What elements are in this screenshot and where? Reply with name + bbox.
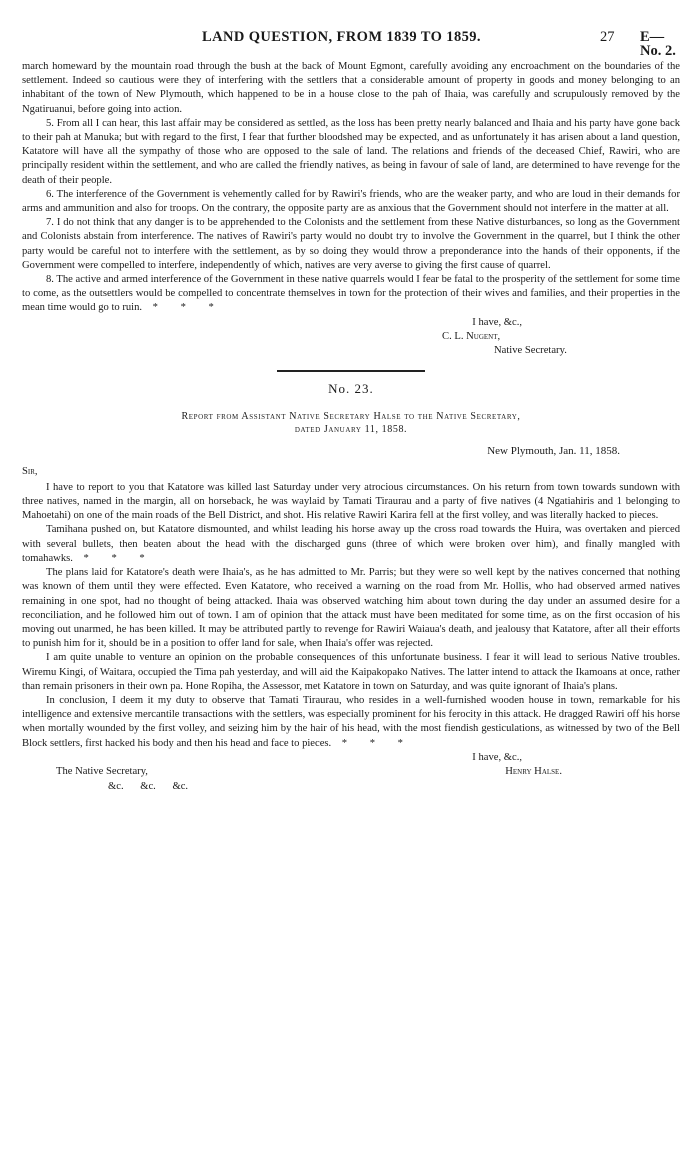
paragraph-continued: march homeward by the mountain road through the bush at the back of Mount Egmont, carefully avoiding any encroachment on the boundaries of the settlement. Indeed so cautious were they of interfering with the settlers that a considerable amount of property in goods and money belonging to an inhabitant of the town of New Plymouth, which happened to be in a house close to the pah of Ihaia, was carefully and scrupulously removed by the Ngatiruanui, before going into action.	[22, 61, 680, 115]
report-paragraph-2	[22, 523, 680, 566]
ellipsis-stars: * * *	[83, 552, 155, 564]
document-number: No. 23.	[328, 381, 374, 397]
report-paragraph-3: The plans laid for Katatore's death were Ihaia's, as he has admitted to Mr. Parris; but they were so well kept by the natives concerned that nothing was known of them until they were effected. Even Katatore, who received a warning on the road from Mr. Hollis, who had observed armed natives remaining in one spot, had no thought of being attacked. Ihaia was observed watching him about town during the day under an assumed desire for a reconciliation, and he followed him out of town. I am of opinion that the attack must have been meditated for some time, as on the first occasion of his moving out unarmed, he has been killed. It may be attributed partly to revenge for Rawiri Waiaua's death, and jealousy that Katatore, after all their efforts to punish him for it, should be in a position to offer land for sale, when Ihaia's offer was rejected.	[22, 567, 680, 650]
paragraph-6: 6. The interference of the Government is vehemently called for by Rawiri's friends, who are the weaker party, and who are loud in their demands for arms and ammunition and also for troops. On the contrary, the opposite party are as anxious that the Government should not interfere in the matter at all.	[22, 188, 680, 215]
report-end-block	[22, 765, 680, 807]
document-code: E—No. 2.	[640, 29, 676, 60]
ellipsis-stars: * * *	[152, 302, 224, 314]
salutation: Sir,	[22, 465, 38, 477]
running-title: LAND QUESTION, FROM 1839 TO 1859.	[202, 29, 481, 45]
report-paragraph-1: I have to report to you that Katatore was killed last Saturday under very atrocious circumstances. On his return from town towards sundown with three natives, named in the margin, all on horseback, he was waylaid by Tamati Tiraurau and a party of five natives (4 Ngatiahiris and 1 belonging to Mahoetahi) on one of the main roads of the Bell District, and shot. His relative Rawiri Karira fell at the first volley, and was literally hacked to pieces.	[22, 481, 680, 522]
page-header	[22, 30, 680, 60]
letter-nugent	[22, 60, 680, 358]
document-heading-line-2: dated January 11, 1858.	[294, 424, 408, 436]
signer-role: Native Secretary.	[494, 345, 567, 357]
ellipsis-stars: * * *	[341, 737, 413, 749]
report-paragraph-5-text: In conclusion, I deem it my duty to observe that Tamati Tiraurau, who resides in a well-furnished wooden house in town, remarkable for his intelligence and extensive mercantile transactions with the settlers, was especially prominent for his ferocity in this attack. He dragged Rawiri off his horse when mortally wounded by the first volley, and seizing him by the hair of his head, with the most fiendish gesticulations, as witnessed by two of the Bell Block settlers, first hacked his body and then his head and face to pieces.	[22, 694, 680, 749]
report-paragraph-5	[22, 694, 680, 751]
closing-line: I have, &c.,	[472, 316, 522, 328]
addressee-etc: &c. &c. &c.	[108, 780, 189, 792]
section-divider	[277, 370, 425, 372]
paragraph-5: 5. From all I can hear, this last affair may be considered as settled, as the loss has been pretty nearly balanced and Ihaia and his party have gone back to their pah at Manuka; but with regard to the first, I fear that further bloodshed may be expected, and as unfortunately it has arisen about a land question, Katatore will have all the sympathy of those who are opposed to the sale of land. The relations and friends of the deceased Chief, Rawiri, who are principally resident within the settlement, and who are called the friendly natives, as being in favour of sale of land, are determined to have revenge for the death of their people.	[22, 117, 680, 186]
paragraph-8	[22, 273, 680, 316]
report-closing-line: I have, &c.,	[472, 751, 522, 763]
report-halse	[22, 382, 680, 807]
report-paragraph-2-text: Tamihana pushed on, but Katatore dismounted, and whilst leading his horse away up the cross road towards the Huira, was overtaken and pierced with several bullets, then beaten about the head with the discharged guns (three of which were broken over him), and finally mangled with tomahawks.	[22, 524, 680, 564]
page-number: 27	[600, 29, 615, 45]
paragraph-7: 7. I do not think that any danger is to be apprehended to the Colonists and the settlement from these Native disturbances, so long as the Government and Colonists abstain from interference. The natives of Rawiri's party would no doubt try to involve the Government in the quarrel, but I think the other party would be careful not to interfere with the settlement, as by so doing they would throw a preponderance into the hands of their opponents, if the Government were compelled to interfere, independently of which, natives are very averse to giving the first cause of quarrel.	[22, 217, 680, 271]
report-paragraph-4: I am quite unable to venture an opinion on the probable consequences of this unfortunate business. I fear it will lead to serious Native troubles. Wiremu Kingi, of Waitara, occupied the Tima pah yesterday, and will aid the Kaipakopako Natives. The latter intend to attack the Ikamoans at once, rather than remain prisoners in their own pa. Hone Ropiha, the Assessor, met Katatore in town on Saturday, and was quite ignorant of Ihaia's plans.	[22, 652, 680, 692]
paragraph-8-text: 8. The active and armed interference of the Government in these native quarrels would I fear be fatal to the prosperity of the settlement for some time to come, as the outsettlers would be compelled to concentrate themselves in town for the protection of their wives and families, and their properties in the mean time would go to ruin.	[22, 274, 680, 314]
addressee: The Native Secretary,	[56, 765, 148, 777]
document-heading-line-1: Report from Assistant Native Secretary Halse to the Native Secretary,	[181, 411, 521, 423]
signer-name: C. L. Nugent,	[442, 330, 501, 342]
place-date: New Plymouth, Jan. 11, 1858.	[487, 445, 620, 458]
report-signer: Henry Halse.	[505, 765, 562, 777]
